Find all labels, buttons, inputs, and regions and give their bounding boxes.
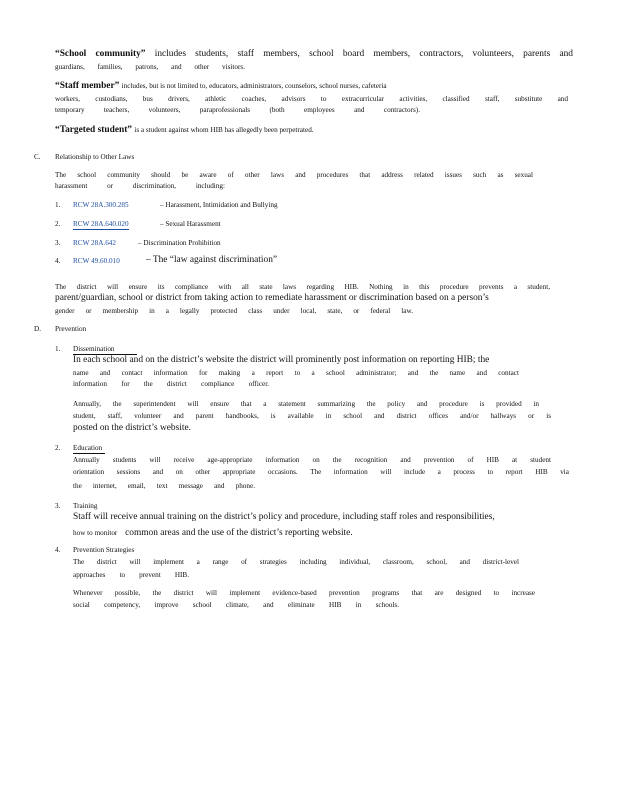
dissemination-p2-line3: posted on the district’s website. — [73, 423, 191, 433]
targeted-student-definition — [55, 125, 415, 136]
strategies-title: Prevention Strategies — [73, 546, 135, 554]
law-number: 4. — [55, 257, 61, 265]
staff-member-term: “Staff member” — [55, 81, 120, 91]
dissemination-title: Dissemination — [73, 345, 137, 355]
section-d-letter: D. — [34, 325, 41, 333]
strategies-p2-line2: social competency, improve school climate, and eliminate HIB in schools. — [73, 601, 399, 609]
targeted-student-term: “Targeted student” — [55, 125, 132, 135]
law-description: – Discrimination Prohibition — [138, 239, 221, 247]
item-number: 1. — [55, 345, 61, 353]
law-link-rcw-49-60-010[interactable]: RCW 49.60.010 — [73, 257, 120, 265]
education-title: Education — [73, 444, 105, 454]
law-link-rcw-28a-300-285[interactable]: RCW 28A.300.285 — [73, 201, 129, 209]
law-number: 3. — [55, 239, 61, 247]
school-community-text-line2: guardians, families, patrons, and other visitors. — [55, 63, 245, 71]
law-description: – The “law against discrimination” — [146, 255, 278, 265]
section-c-closing-line1: The district will ensure its compliance with all state laws regarding HIB. Nothing in this procedure prevents a student, — [55, 283, 550, 291]
law-description: – Sexual Harassment — [160, 220, 221, 228]
strategies-p1-line2: approaches to prevent HIB. — [73, 571, 189, 579]
training-line1: Staff will receive annual training on the district’s policy and procedure, including staff roles and responsibilities, — [73, 512, 495, 522]
school-community-text: includes students, staff members, school board members, contractors, volunteers, parents and — [154, 49, 573, 59]
dissemination-p1-line1: In each school and on the district’s website the district will prominently post information on reporting HIB; the — [73, 355, 490, 365]
section-c-closing-line3: gender or membership in a legally protected class under local, state, or federal law. — [55, 307, 413, 315]
law-number: 2. — [55, 220, 61, 228]
dissemination-p2-line2: student, staff, volunteer and parent handbooks, is available in school and district offices and/or hallways or is — [73, 412, 551, 420]
dissemination-p1-line2: name and contact information for making a report to a school administrator; and the name and contact — [73, 369, 519, 377]
section-d-heading: Prevention — [55, 325, 87, 333]
section-c-intro-line1: The school community should be aware of other laws and procedures that address related issues such as sexual — [55, 171, 533, 179]
targeted-student-text: is a student against whom HIB has allegedly been perpetrated. — [134, 126, 314, 134]
item-number: 4. — [55, 546, 61, 554]
school-community-definition — [55, 49, 573, 60]
school-community-term: “School community” — [55, 49, 146, 59]
dissemination-p1-line3: information for the district compliance officer. — [73, 380, 269, 388]
dissemination-p2-line1: Annually, the superintendent will ensure that a statement summarizing the policy and procedure is provided in — [73, 400, 539, 408]
education-line3: the internet, email, text message and phone. — [73, 482, 255, 490]
training-line2-start: how to monitor — [73, 529, 118, 537]
training-title: Training — [73, 502, 98, 510]
strategies-p1-line1: The district will implement a range of strategies including individual, classroom, school, and district-level — [73, 558, 519, 566]
education-line2: orientation sessions and on other appropriate occasions. The information will include a process to report HIB via — [73, 468, 569, 476]
section-c-closing-line2: parent/guardian, school or district from taking action to remediate harassment or discrimination based on a person’s — [55, 293, 489, 303]
section-c-heading: Relationship to Other Laws — [55, 153, 135, 161]
staff-member-text-line2: workers, custodians, bus drivers, athletic coaches, advisors to extracurricular activities, classified staff, substitute and — [55, 95, 568, 103]
law-description: – Harassment, Intimidation and Bullying — [160, 201, 278, 209]
education-line1: Annually students will receive age-appropriate information on the recognition and prevention of HIB at student — [73, 456, 551, 464]
law-link-rcw-28a-640-020[interactable]: RCW 28A.640.020 — [73, 220, 129, 228]
training-line2 — [73, 528, 353, 539]
staff-member-text-line3: temporary teachers, volunteers, paraprofessionals (both employees and contractors). — [55, 106, 420, 114]
section-c-intro-line2: harassment or discrimination, including: — [55, 182, 225, 190]
law-link-rcw-28a-642[interactable]: RCW 28A.642 — [73, 239, 116, 247]
item-number: 3. — [55, 502, 61, 510]
staff-member-text: includes, but is not limited to, educators, administrators, counselors, school nurses, cafeteria — [121, 82, 387, 90]
strategies-p2-line1: Whenever possible, the district will implement evidence-based prevention programs that are designed to increase — [73, 589, 535, 597]
staff-member-definition — [55, 81, 573, 92]
section-c-letter: C. — [34, 153, 41, 161]
law-number: 1. — [55, 201, 61, 209]
item-number: 2. — [55, 444, 61, 452]
training-line2-end: common areas and the use of the district’s reporting website. — [125, 528, 353, 538]
